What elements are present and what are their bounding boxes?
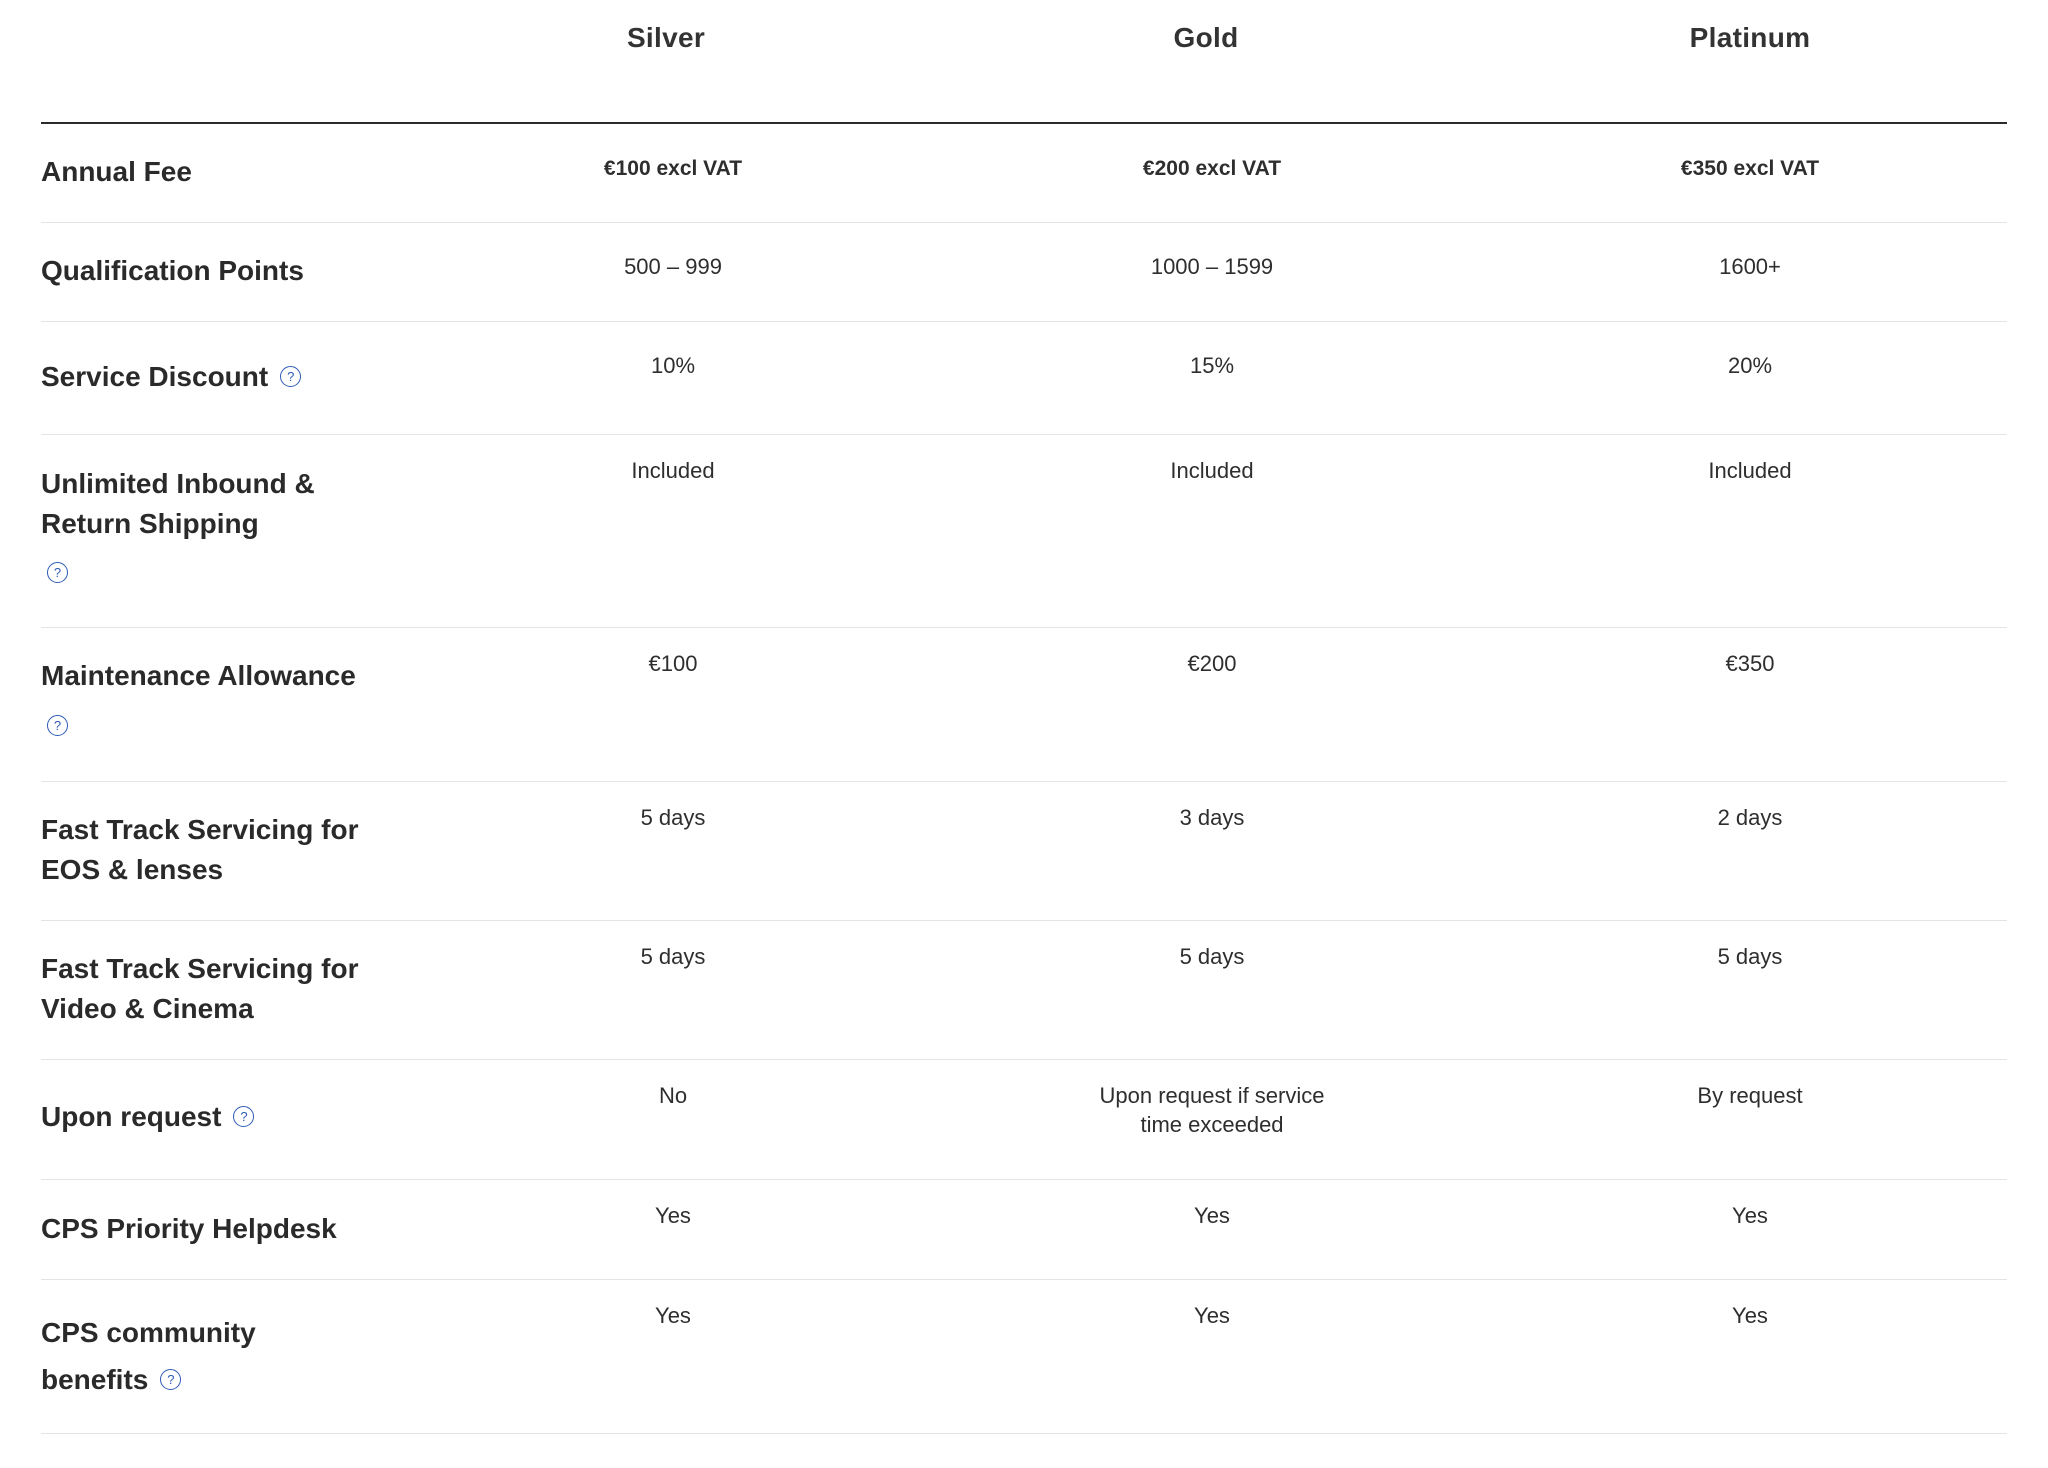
platinum-value: 1600+ <box>1719 254 1781 279</box>
platinum-value: 5 days <box>1717 944 1783 969</box>
silver-value: €100 excl VAT <box>603 157 743 180</box>
maintenance-allowance-row <box>41 628 2007 782</box>
gold-value: 3 days <box>1179 805 1245 830</box>
silver-value: Yes <box>655 1303 691 1328</box>
help-icon[interactable]: ? <box>47 562 68 583</box>
help-icon[interactable]: ? <box>233 1106 254 1127</box>
row-label-text: benefits <box>41 1364 149 1395</box>
gold-value: 15% <box>1189 353 1235 378</box>
silver-value: 5 days <box>640 805 706 830</box>
tier-silver-heading: Silver <box>626 22 706 53</box>
tier-gold-heading: Gold <box>1173 22 1239 53</box>
row-label <box>41 357 441 397</box>
service-discount-row <box>41 322 2007 435</box>
silver-value: Yes <box>655 1203 691 1228</box>
row-label-line: Return Shipping <box>41 508 259 539</box>
help-icon[interactable]: ? <box>160 1369 181 1390</box>
row-label-text: Upon request <box>41 1101 222 1132</box>
platinum-value: Yes <box>1732 1203 1768 1228</box>
help-icon[interactable]: ? <box>47 715 68 736</box>
silver-value: Included <box>631 458 715 483</box>
silver-value: 5 days <box>640 944 706 969</box>
gold-value: €200 excl VAT <box>1142 157 1282 180</box>
silver-value: 500 – 999 <box>624 254 722 279</box>
tier-platinum-heading: Platinum <box>1689 22 1811 53</box>
gold-value: Yes <box>1194 1303 1230 1328</box>
row-label: CPS Priority Helpdesk <box>41 1213 337 1244</box>
row-label <box>41 1309 441 1403</box>
qualification-points-row <box>41 223 2007 322</box>
platinum-value: Yes <box>1732 1303 1768 1328</box>
gold-value: 1000 – 1599 <box>1150 254 1274 279</box>
row-label: Annual Fee <box>41 156 192 187</box>
tier-header-row <box>41 0 2007 124</box>
silver-value: 10% <box>650 353 696 378</box>
row-label-line: Fast Track Servicing for <box>41 814 359 845</box>
cps-community-benefits-row <box>41 1280 2007 1434</box>
fast-track-video-row <box>41 921 2007 1060</box>
annual-fee-row <box>41 124 2007 223</box>
row-label-line: Video & Cinema <box>41 993 254 1024</box>
platinum-value: 2 days <box>1717 805 1783 830</box>
gold-value-line: time exceeded <box>1140 1112 1284 1137</box>
row-label-line: EOS & lenses <box>41 854 224 885</box>
row-label-line: Unlimited Inbound & <box>41 468 315 499</box>
gold-value: Included <box>1170 458 1254 483</box>
silver-value: €100 <box>648 651 698 676</box>
gold-value: Yes <box>1194 1203 1230 1228</box>
platinum-value: 20% <box>1727 353 1773 378</box>
row-label <box>41 810 441 890</box>
row-label <box>41 949 441 1029</box>
gold-value <box>1062 1081 1362 1139</box>
silver-value: No <box>658 1083 688 1108</box>
platinum-value: €350 <box>1725 651 1775 676</box>
platinum-value: €350 excl VAT <box>1680 157 1820 180</box>
gold-value: 5 days <box>1179 944 1245 969</box>
upon-request-row <box>41 1060 2007 1180</box>
row-label-line-with-help <box>41 1356 441 1403</box>
fast-track-eos-row <box>41 782 2007 921</box>
row-label: Maintenance Allowance <box>41 660 356 691</box>
row-label <box>41 1097 441 1137</box>
row-label-line: CPS community <box>41 1317 256 1348</box>
row-label-text: Service Discount <box>41 361 269 392</box>
gold-value-line: Upon request if service <box>1099 1083 1325 1108</box>
row-label-line: Fast Track Servicing for <box>41 953 359 984</box>
unlimited-shipping-row <box>41 435 2007 628</box>
row-label <box>41 464 441 544</box>
cps-priority-helpdesk-row <box>41 1180 2007 1280</box>
help-icon[interactable]: ? <box>280 366 301 387</box>
platinum-value: By request <box>1697 1083 1803 1108</box>
gold-value: €200 <box>1187 651 1237 676</box>
row-label: Qualification Points <box>41 255 304 286</box>
platinum-value: Included <box>1708 458 1792 483</box>
